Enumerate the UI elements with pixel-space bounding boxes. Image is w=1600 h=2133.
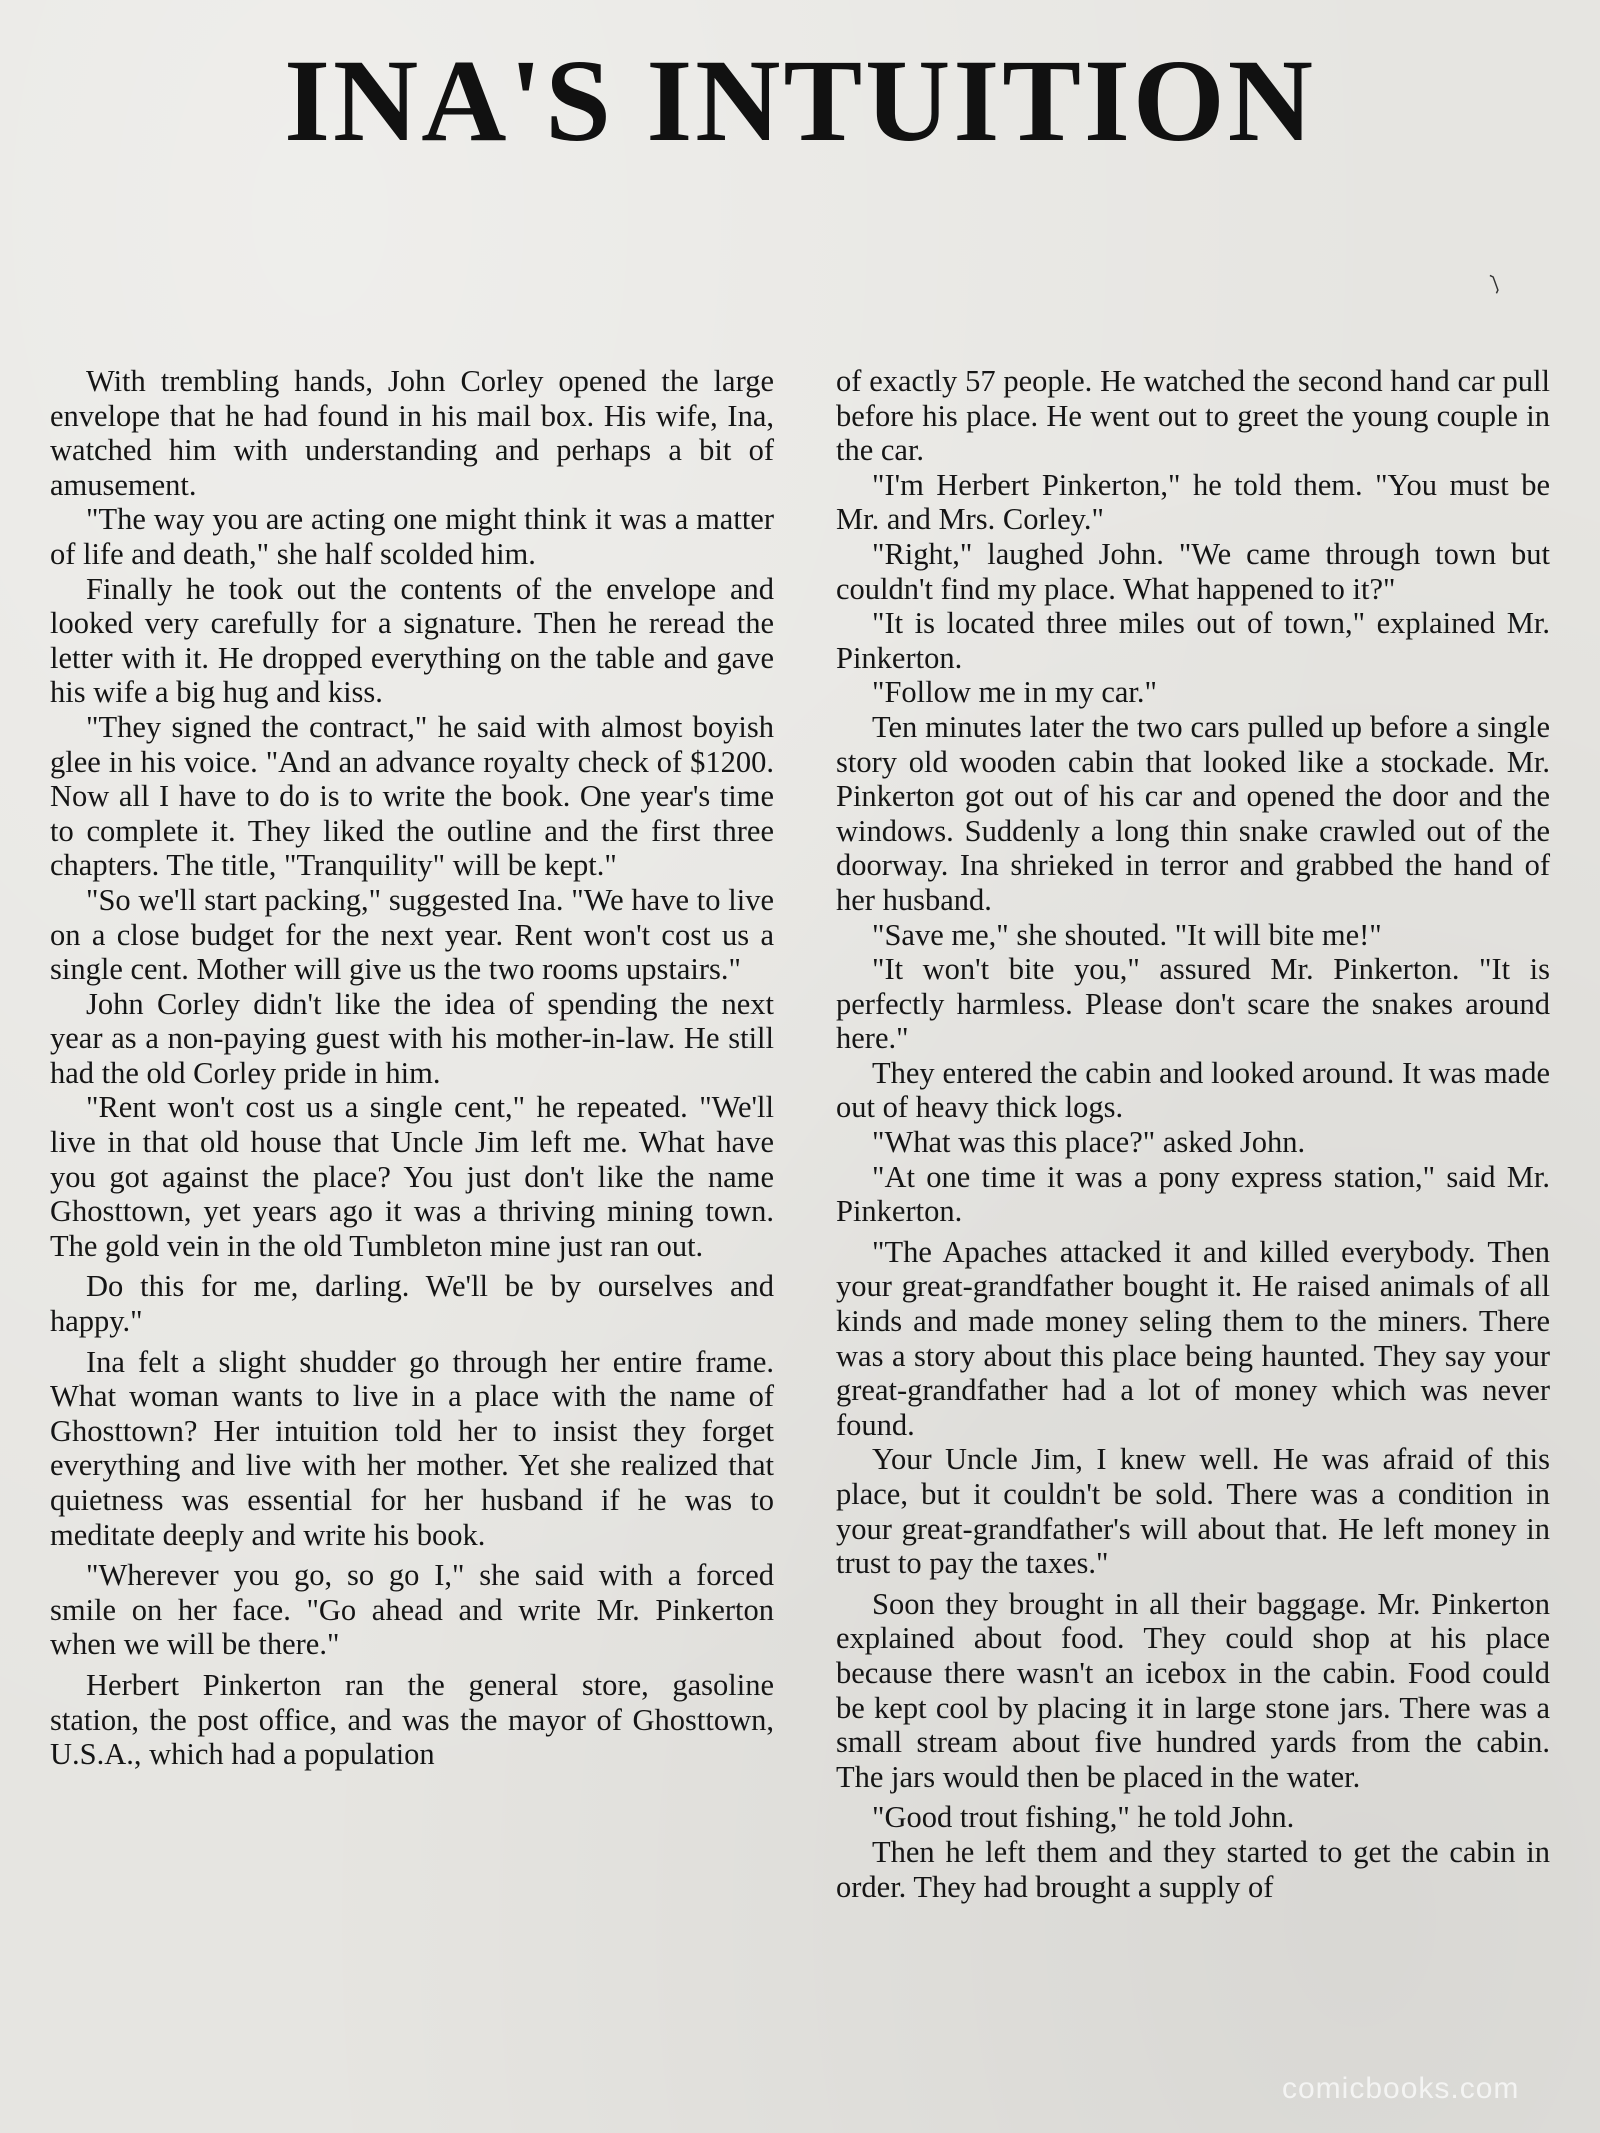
paragraph: "Good trout fishing," he told John. bbox=[872, 1800, 1295, 1835]
paragraph: "What was this place?" asked John. bbox=[872, 1125, 1306, 1160]
paragraph: "Right," laughed John. "We came through town but couldn't find my place. What happened to it?" bbox=[836, 536, 1550, 606]
paragraph: Soon they brought in all their baggage. Mr. Pinkerton explained about food. They could shop at his place because there wasn't an icebox in the cabin. Food could be kept cool by placing it in large stone jars. There was a small stream about five hundred yards from the cabin. The jars would then be placed in the water. bbox=[836, 1586, 1550, 1794]
ink-mark: ❳ bbox=[1482, 269, 1507, 297]
paragraph: "The way you are acting one might think it was a matter of life and death," she half scolded him. bbox=[50, 502, 774, 571]
paragraph: "They signed the contract," he said with almost boyish glee in his voice. "And an advance royalty check of $1200. Now all I have to do is to write the book. One year's time to complete it. They liked the outline and the first three chapters. The title, "Tranquility" will be kept." bbox=[50, 709, 774, 883]
paragraph: "So we'll start packing," suggested Ina. "We have to live on a close budget for the next year. Rent won't cost us a single cent. Mother will give us the two rooms upstairs." bbox=[50, 882, 774, 987]
paragraph: With trembling hands, John Corley opened the large envelope that he had found in his mail box. His wife, Ina, watched him with understanding and perhaps a bit of amusement. bbox=[50, 364, 774, 502]
paragraph: "Save me," she shouted. "It will bite me!" bbox=[872, 917, 1382, 952]
paragraph: Finally he took out the contents of the envelope and looked very carefully for a signature. Then he reread the letter with it. He dropped everything on the table and gave his wife a big hug and kiss. bbox=[50, 571, 774, 710]
paragraph: Ten minutes later the two cars pulled up before a single story old wooden cabin that looked like a stockade. Mr. Pinkerton got out of his car and opened the door and the windows. Suddenly a long thin snake crawled out of the doorway. Ina shrieked in terror and grabbed the hand of her husband. bbox=[836, 709, 1550, 917]
paragraph: of exactly 57 people. He watched the second hand car pull before his place. He went out to greet the young couple in the car. bbox=[836, 364, 1550, 468]
paragraph: "Wherever you go, so go I," she said with a forced smile on her face. "Go ahead and write Mr. Pinkerton when we will be there." bbox=[50, 1558, 774, 1662]
paragraph: "Rent won't cost us a single cent," he repeated. "We'll live in that old house that Uncle Jim left me. What have you got against the place? You just don't like the name Ghosttown, yet years ago it was a thriving mining town. The gold vein in the old Tumbleton mine just ran out. bbox=[50, 1090, 774, 1263]
story-title: INA'S INTUITION bbox=[284, 35, 1316, 166]
paragraph: "At one time it was a pony express station," said Mr. Pinkerton. bbox=[836, 1159, 1550, 1229]
paragraph: "I'm Herbert Pinkerton," he told them. "You must be Mr. and Mrs. Corley." bbox=[836, 467, 1550, 537]
left-text-column bbox=[50, 364, 774, 1772]
paragraph: "Follow me in my car." bbox=[872, 675, 1157, 710]
paragraph: "The Apaches attacked it and killed everybody. Then your great-grandfather bought it. He raised animals of all kinds and made money seling them to the miners. There was a story about this place being haunted. They say your great-grandfather had a lot of money which was never found. bbox=[836, 1234, 1550, 1442]
paragraph: Ina felt a slight shudder go through her entire frame. What woman wants to live in a place with the name of Ghosttown? Her intuition told her to insist they forget everything and live with her mother. Yet she realized that quietness was essential for her husband if he was to meditate deeply and write his book. bbox=[50, 1344, 774, 1552]
watermark: comicbooks.com bbox=[1282, 2072, 1520, 2105]
paragraph: John Corley didn't like the idea of spending the next year as a non-paying guest with his mother-in-law. He still had the old Corley pride in him. bbox=[50, 986, 774, 1090]
paragraph: "It won't bite you," assured Mr. Pinkerton. "It is perfectly harmless. Please don't scare the snakes around here." bbox=[836, 952, 1550, 1056]
paragraph: "It is located three miles out of town," explained Mr. Pinkerton. bbox=[836, 606, 1550, 675]
paragraph: Do this for me, darling. We'll be by ourselves and happy." bbox=[50, 1269, 774, 1339]
paragraph: They entered the cabin and looked around. It was made out of heavy thick logs. bbox=[836, 1055, 1550, 1125]
right-text-column bbox=[836, 364, 1550, 1904]
paragraph: Herbert Pinkerton ran the general store, gasoline station, the post office, and was the mayor of Ghosttown, U.S.A., which had a population bbox=[50, 1667, 774, 1772]
paragraph: Then he left them and they started to get the cabin in order. They had brought a supply of bbox=[836, 1834, 1550, 1904]
paragraph: Your Uncle Jim, I knew well. He was afraid of this place, but it couldn't be sold. There was a condition in your great-grandfather's will about that. He left money in trust to pay the taxes." bbox=[836, 1442, 1550, 1581]
